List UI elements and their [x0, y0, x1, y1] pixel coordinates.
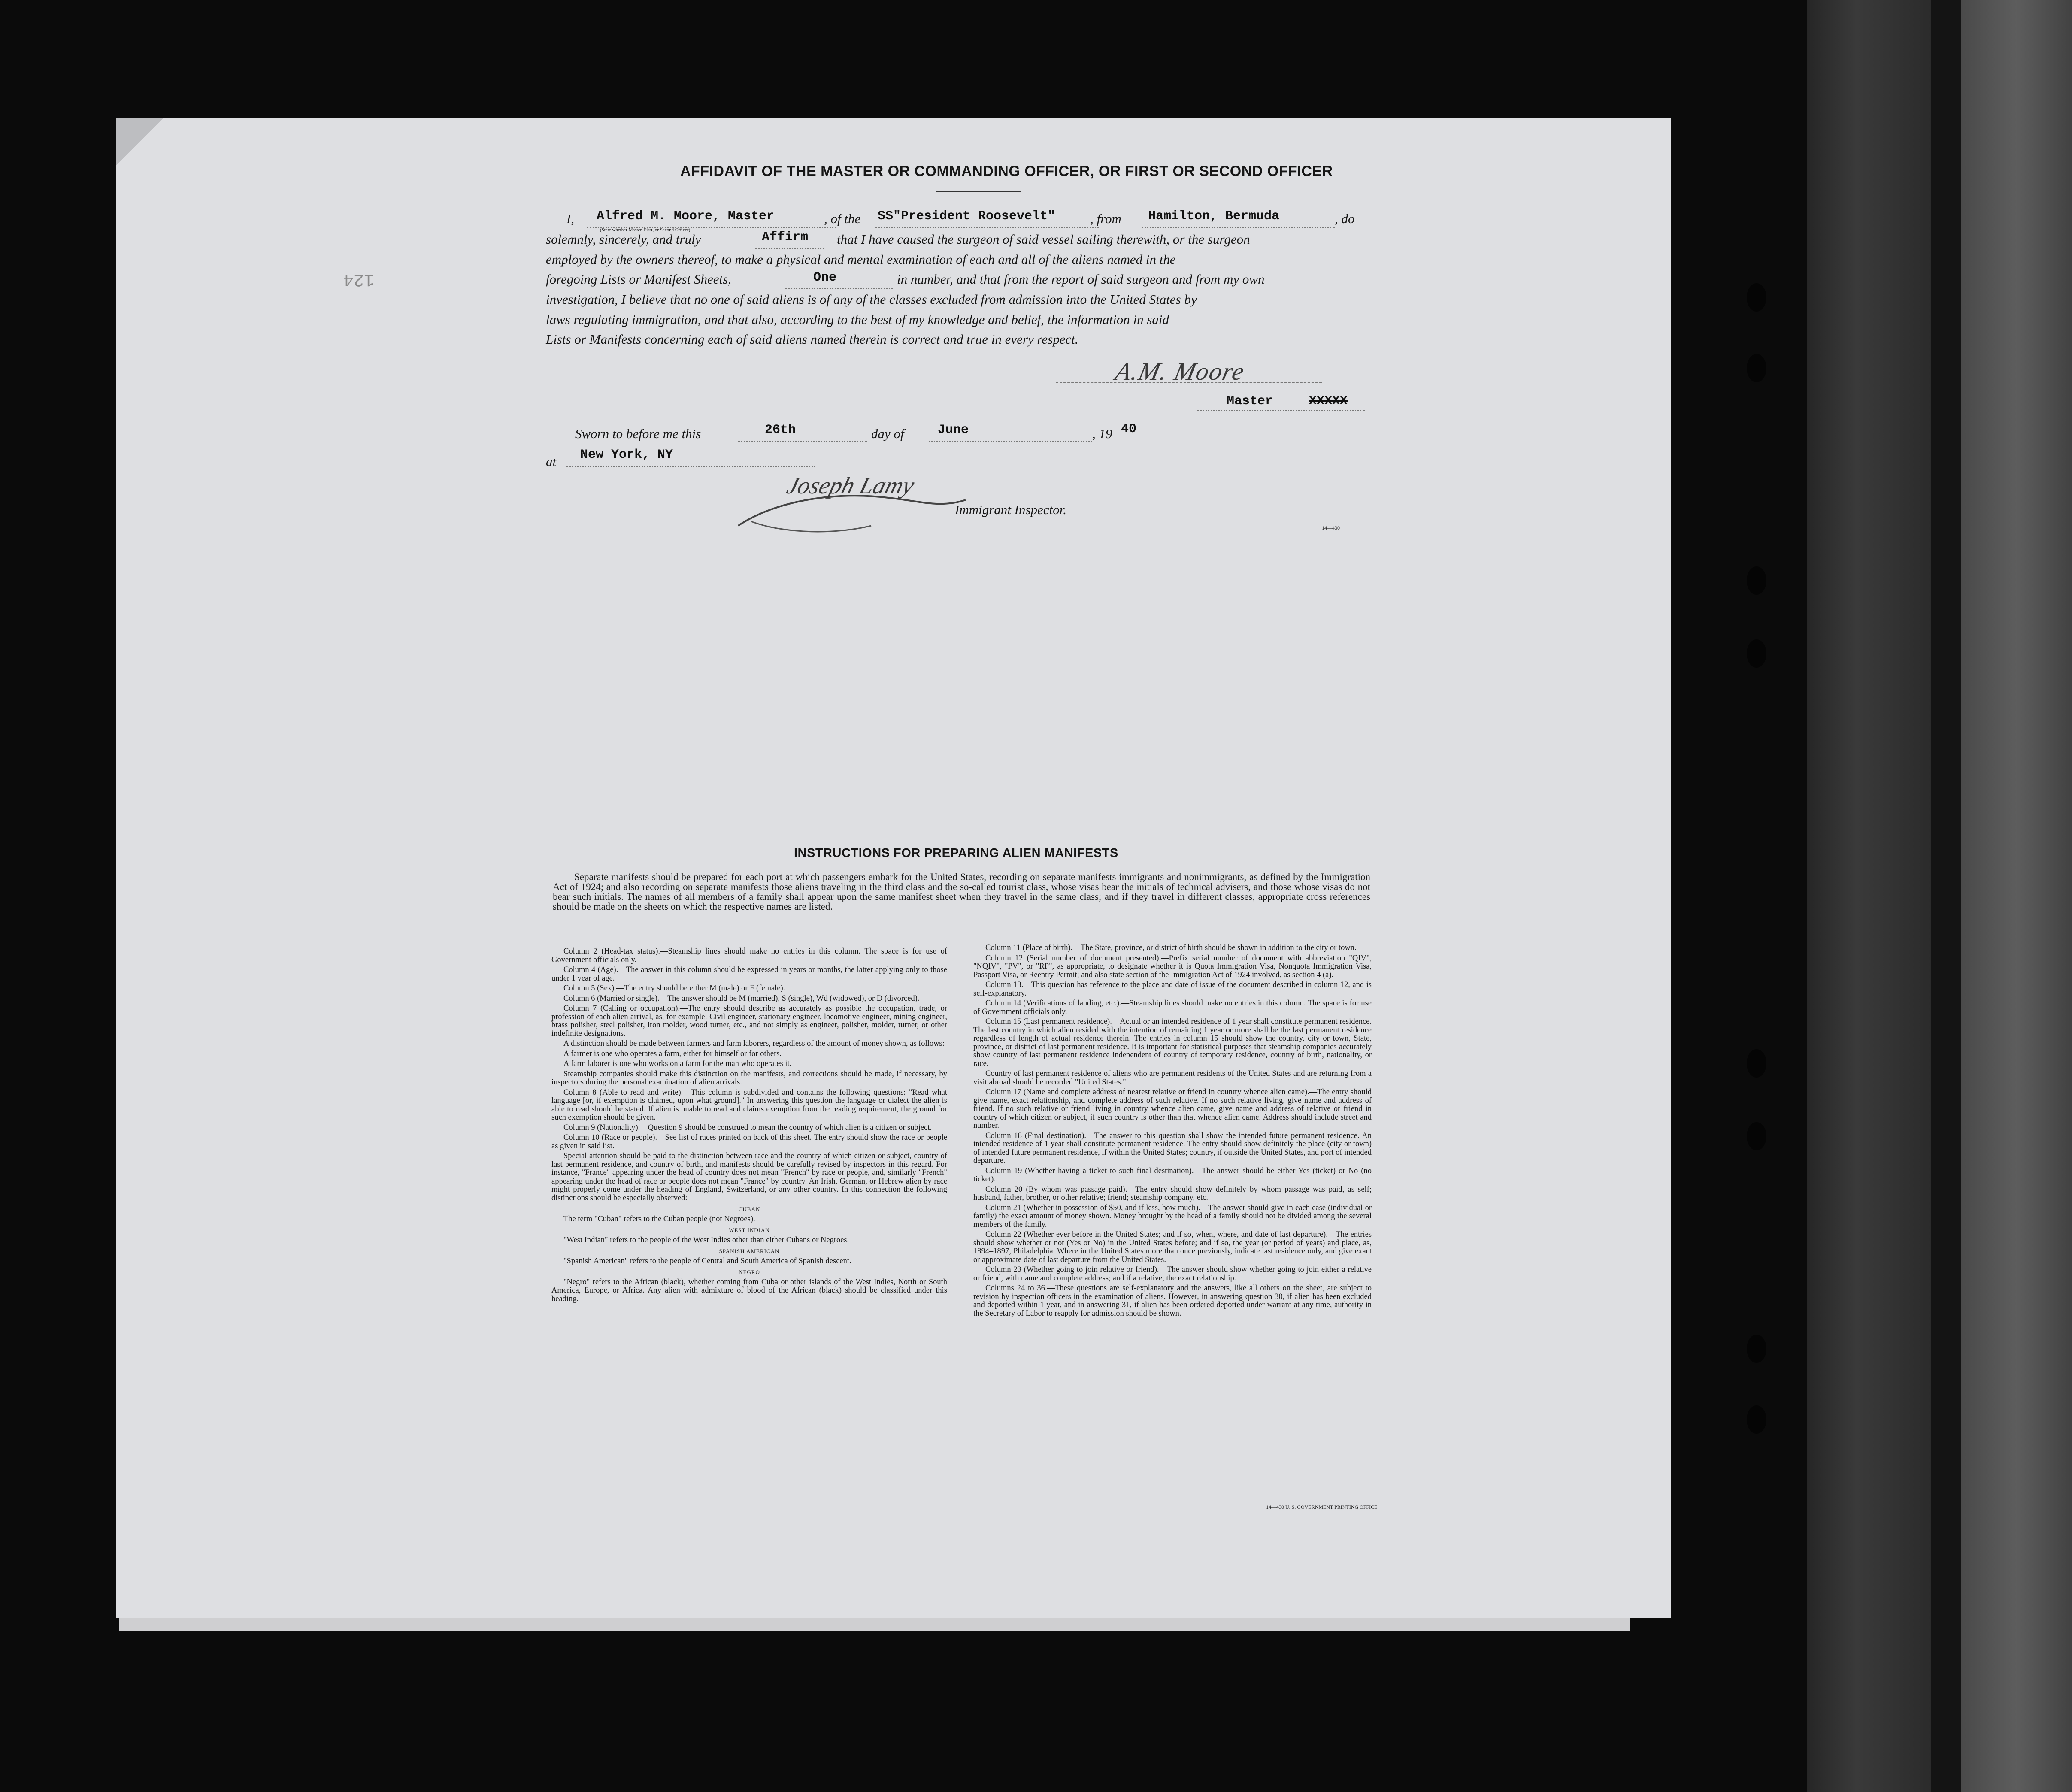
punch-hole	[1747, 1335, 1766, 1363]
punch-hole	[1747, 354, 1766, 382]
fill-line	[738, 441, 867, 442]
punch-hole	[1747, 1122, 1766, 1150]
punch-hole	[1747, 639, 1766, 668]
instruction-paragraph: Column 2 (Head-tax status).—Steamship lines should make no entries in this column. The space is for use of Government officials only.	[551, 947, 947, 964]
master-name: Alfred M. Moore, Master	[597, 209, 775, 224]
instruction-paragraph: Steamship companies should make this distinction on the manifests, and corrections should be made, if necessary, by inspectors during the personal examination of alien arrivals.	[551, 1069, 947, 1087]
affirm-word: Affirm	[762, 230, 809, 245]
printing-office-code: 14—430 U. S. GOVERNMENT PRINTING OFFICE	[1266, 1504, 1378, 1510]
race-heading: SPANISH AMERICAN	[719, 1248, 780, 1254]
affidavit-text: employed by the owners thereof, to make a physical and mental examination of each and all of the aliens named in the	[546, 252, 1176, 267]
sheet-count: One	[813, 270, 837, 285]
instruction-paragraph: Column 20 (By whom was passage paid).—The entry should show definitely by whom passage was paid, as self; husband, father, brother, or other relative; friend; steamship company, etc.	[973, 1185, 1372, 1202]
instruction-paragraph: Column 6 (Married or single).—The answer should be M (married), S (single), Wd (widowed), or D (divorced).	[563, 994, 920, 1003]
affidavit-text: I,	[566, 211, 575, 226]
affidavit-text: that I have caused the surgeon of said vessel sailing therewith, or the surgeon	[837, 232, 1250, 247]
title-line	[1197, 410, 1365, 411]
sworn-month: June	[938, 423, 969, 437]
race-heading: NEGRO	[739, 1269, 760, 1275]
instruction-paragraph: Column 7 (Calling or occupation).—The entry should describe as accurately as possible the occupation, trade, or profession of each alien arrival, as, for example: Civil engineer, stationary engineer, locomotive engineer, mining engineer, brass polisher, steel polisher, iron molder, wood turner, etc., and not simply as engineer, polisher, molder, turner, or other indefinite designations.	[551, 1004, 947, 1038]
affidavit-text: , from	[1090, 211, 1121, 226]
departure-port: Hamilton, Bermuda	[1148, 209, 1280, 224]
instruction-paragraph: Column 10 (Race or people).—See list of races printed on back of this sheet. The entry should show the race or people as given in said list.	[551, 1133, 947, 1150]
affidavit-text: , do	[1335, 211, 1355, 226]
instructions-right-column	[973, 944, 1372, 1320]
race-note: "West Indian" refers to the people of the West Indies other than either Cubans or Negroes.	[563, 1235, 849, 1244]
instruction-paragraph: Column 11 (Place of birth).—The State, province, or district of birth should be shown in addition to the city or town.	[985, 944, 1357, 952]
film-strip-divider	[1931, 0, 1961, 1792]
sworn-text: , 19	[1092, 426, 1112, 441]
instruction-paragraph: Column 9 (Nationality).—Question 9 should be construed to mean the country of which alien is a citizen or subject.	[563, 1123, 932, 1132]
sworn-text: at	[546, 454, 557, 469]
instruction-paragraph: Column 12 (Serial number of document presented).—Prefix serial number of document with abbreviation "QIV", "NQIV", "PV", or "RP", as appropriate, to designate whether it is Quota Immigration Visa, Nonquota Immigration Visa, Passport Visa, or Reentry Permit; and also state section of the Immigration Act of 1924 involved, as section 4 (a).	[973, 954, 1372, 979]
master-signature: A.M. Moore	[1113, 357, 1248, 385]
instruction-paragraph: Column 15 (Last permanent residence).—Actual or an intended residence of 1 year shall constitute permanent residence. The last country in which alien resided with the intention of remaining 1 year or more shall be the last permanent residence regardless of length of actual residence therein. The entries in column 15 should show the country, city or town, State, province, or district of last permanent residence. It is important for statistical purposes that steamship companies accurately show country of last permanent residence independent of country of temporary residence, country of birth, nationality, or race.	[973, 1017, 1372, 1068]
inspector-signature: Joseph Lamy	[784, 472, 918, 499]
film-strip-band-right	[1961, 0, 2072, 1792]
film-strip-band	[1807, 0, 1931, 1792]
sworn-text: Sworn to before me this	[575, 426, 701, 441]
instruction-paragraph: A farmer is one who operates a farm, either for himself or for others.	[563, 1049, 782, 1058]
fill-line	[566, 466, 815, 467]
inspector-label: Immigrant Inspector.	[955, 502, 1067, 517]
instruction-paragraph: A farm laborer is one who works on a farm for the man who operates it.	[563, 1059, 792, 1068]
punch-hole	[1747, 1049, 1766, 1078]
punch-hole	[1747, 1405, 1766, 1434]
signer-title: Master	[1227, 394, 1273, 409]
affidavit-text: laws regulating immigration, and that also, according to the best of my knowledge and belief, the information in said	[546, 312, 1169, 327]
struck-text: XXXXX	[1309, 394, 1348, 409]
fill-line	[929, 441, 1092, 442]
instructions-intro: Separate manifests should be prepared for each port at which passengers embark for the United States, recording on separate manifests immigrants and nonimmigrants, as defined by the Immigration Act of 1924; and also recording on separate manifests those aliens traveling in the third class and the so-called tourist class, whose visas bear the initials of technical advisers, and those whose visas do not bear such initials. The names of all members of a family shall appear upon the same manifest sheet when they travel in the same class; and if they travel in different classes, appropriate cross references should be made on the sheets on which the respective names are listed.	[553, 872, 1370, 912]
race-note: "Negro" refers to the African (black), whether coming from Cuba or other islands of the West Indies, North or South America, Europe, or Africa. Any alien with admixture of blood of the African (black) should be classified under this heading.	[551, 1277, 947, 1303]
fill-line	[1142, 227, 1335, 228]
instruction-paragraph: Columns 24 to 36.—These questions are self-explanatory and the answers, like all others on the sheet, are subject to revision by inspection officers in the examination of aliens. However, in answering question 30, if alien has been excluded and deported within 1 year, and in answering 31, if alien has been ordered deported under warrant at any time, authority in the Secretary of Labor to reapply for admission should be shown.	[973, 1284, 1372, 1318]
instruction-paragraph: Column 13.—This question has reference to the place and date of issue of the document described in column 12, and is self-explanatory.	[973, 981, 1372, 998]
fill-line	[875, 227, 1099, 228]
margin-number: 124	[343, 269, 375, 289]
affidavit-text: , of the	[824, 211, 861, 226]
instruction-paragraph: Column 18 (Final destination).—The answer to this question shall show the intended future permanent residence. An intended residence of 1 year shall constitute permanent residence. The entry should show definitely the place (city or town) of intended future permanent residence, if within the United States; country, if outside the United States, and port of intended departure.	[973, 1131, 1372, 1165]
sworn-day: 26th	[765, 423, 796, 437]
instruction-paragraph: Column 19 (Whether having a ticket to such final destination).—The answer should be either Yes (ticket) or No (no ticket).	[973, 1166, 1372, 1184]
instruction-paragraph: Country of last permanent residence of aliens who are permanent residents of the United States and are returning from a visit abroad should be recorded "United States."	[973, 1069, 1372, 1087]
punch-hole	[1747, 566, 1766, 595]
race-heading: CUBAN	[738, 1206, 760, 1212]
instruction-paragraph: Column 8 (Able to read and write).—This column is subdivided and contains the following questions: "Read what language [or, if exemption is claimed, upon what ground]." In answering this question the language or dialect the alien is able to read should be stated. If alien is unable to read and claims exemption from the reading requirement, the ground for such exemption should be given.	[551, 1088, 947, 1122]
instruction-paragraph: Column 4 (Age).—The answer in this column should be expressed in years or months, the latter applying only to those under 1 year of age.	[551, 966, 947, 983]
sworn-text: day of	[871, 426, 904, 441]
fill-line	[785, 288, 893, 289]
form-number: 14—430	[1322, 525, 1340, 531]
affidavit-text: Lists or Manifests concerning each of said aliens named therein is correct and true in every respect.	[546, 332, 1078, 347]
affidavit-text: investigation, I believe that no one of said aliens is of any of the classes excluded from admission into the United States by	[546, 292, 1197, 307]
instruction-paragraph: Column 22 (Whether ever before in the United States; and if so, when, where, and date of last departure).—The entries should show whether or not (Yes or No) in the United States before; and if so, the year (or period of years) and place, as, 1894–1897, Philadelphia. Where in the United States more than once previously, indicate last residence only, and give exact or approximate date of last departure from the United States.	[973, 1230, 1372, 1264]
instruction-paragraph: Column 23 (Whether going to join relative or friend).—The answer should show whether going to join either a relative or friend, with name and complete address; and if a relative, the exact relationship.	[973, 1265, 1372, 1283]
title-rule	[936, 191, 1021, 192]
name-note: (State whether Master, First, or Second Officer)	[600, 227, 691, 233]
affidavit-text: in number, and that from the report of said surgeon and from my own	[897, 272, 1265, 287]
vessel-name: SS"President Roosevelt"	[878, 209, 1056, 224]
race-note: "Spanish American" refers to the people of Central and South America of Spanish descent.	[563, 1256, 851, 1265]
folded-corner	[116, 118, 163, 166]
instructions-left-column	[551, 947, 947, 1305]
affidavit-title: AFFIDAVIT OF THE MASTER OR COMMANDING OFFICER, OR FIRST OR SECOND OFFICER	[680, 163, 1333, 179]
instruction-paragraph: Column 14 (Verifications of landing, etc.).—Steamship lines should make no entries in this column. The space is for use of Government officials only.	[973, 999, 1372, 1016]
instructions-title: INSTRUCTIONS FOR PREPARING ALIEN MANIFESTS	[794, 846, 1118, 860]
race-note: The term "Cuban" refers to the Cuban people (not Negroes).	[563, 1214, 755, 1223]
race-heading: WEST INDIAN	[729, 1227, 770, 1233]
instruction-paragraph: A distinction should be made between farmers and farm laborers, regardless of the amount of money shown, as follows:	[563, 1039, 945, 1048]
sworn-place: New York, NY	[580, 448, 673, 462]
punch-hole	[1747, 283, 1766, 312]
fill-line	[755, 248, 824, 249]
affidavit-text: solemnly, sincerely, and truly	[546, 232, 701, 247]
instruction-paragraph: Column 17 (Name and complete address of nearest relative or friend in country whence alien came).—The entry should give name, exact relationship, and complete address of such relative. If no such relative living, give name and address of friend. If no such relative or friend living in country whence alien came, give name and address of relative or friend in country of which citizen or subject, if such country is other than that whence alien came. Address should include street and number.	[973, 1088, 1372, 1130]
sworn-year: 40	[1121, 422, 1137, 436]
instruction-paragraph: Special attention should be paid to the distinction between race and the country of which citizen or subject, country of last permanent residence, and country of birth, and manifests should be carefully revised by inspectors in this regard. For instance, "France" appearing under the head of country does not mean "French" by race or people, and, similarly "French" appearing under the head of race or people does not mean "France" by country. An Irish, German, or Hebrew alien by race might properly come under the heading of England, Switzerland, or any other country. In this connection the following distinctions should be especially observed:	[551, 1152, 947, 1202]
instruction-paragraph: Column 5 (Sex).—The entry should be either M (male) or F (female).	[563, 984, 785, 993]
instruction-paragraph: Column 21 (Whether in possession of $50, and if less, how much).—The answer should give in each case (individual or family) the exact amount of money shown. Money brought by the head of a family should not be divided among the several members of the family.	[973, 1203, 1372, 1229]
affidavit-text: foregoing Lists or Manifest Sheets,	[546, 272, 731, 287]
